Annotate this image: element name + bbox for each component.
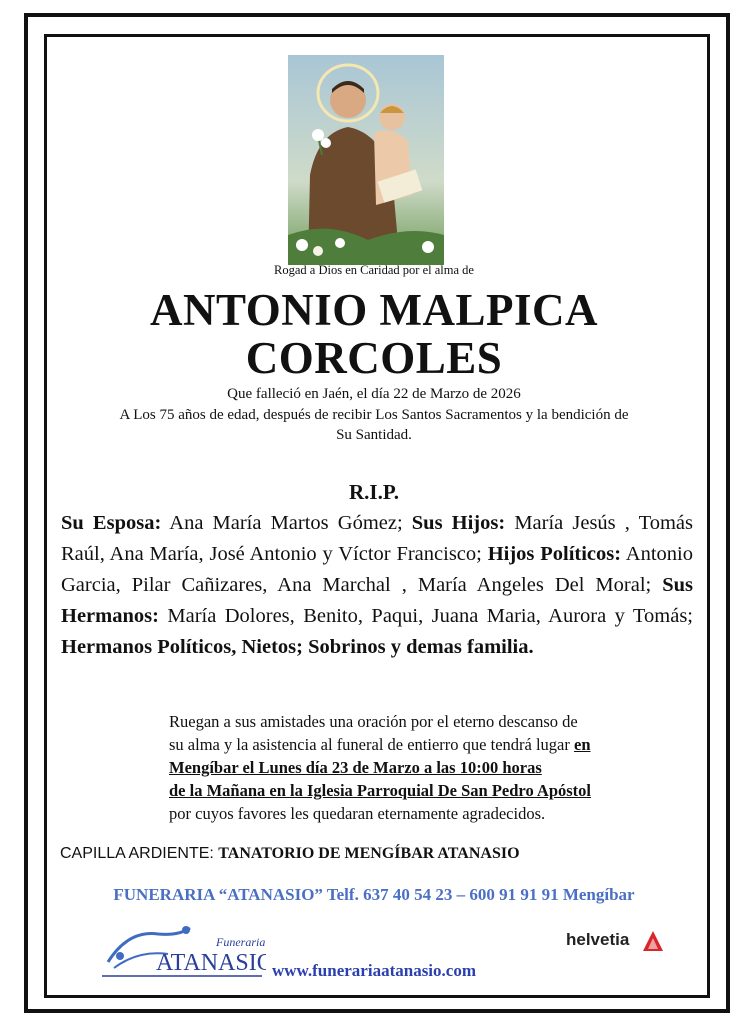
prayer-line2 bbox=[169, 733, 689, 756]
prayer-paragraph bbox=[169, 710, 689, 825]
prayer-line4: de la Mañana en la Iglesia Parroquial De San Pedro Apóstol bbox=[169, 781, 592, 800]
spouse-names: Ana María Martos Gómez; bbox=[161, 512, 412, 534]
death-line: Que falleció en Jaén, el día 22 de Marzo de 2026 bbox=[227, 386, 521, 402]
prayer-line5: por cuyos favores les quedaran eternamente agradecidos. bbox=[169, 804, 546, 823]
siblings-label: Sus Hermanos: bbox=[61, 574, 693, 627]
deceased-name-line2: CORCOLES bbox=[245, 333, 503, 383]
family-paragraph bbox=[61, 508, 693, 663]
website-link[interactable]: www.funerariaatanasio.com bbox=[272, 961, 476, 980]
intro-text: Rogad a Dios en Caridad por el alma de bbox=[274, 263, 474, 277]
funeraria-contact: FUNERARIA “ATANASIO” Telf. 637 40 54 23 – 600 91 91 91 Mengíbar bbox=[113, 885, 635, 904]
capilla-place: TANATORIO DE MENGÍBAR ATANASIO bbox=[218, 845, 520, 862]
age-line: A Los 75 años de edad, después de recibir Los Santos Sacramentos y la bendición de bbox=[119, 407, 629, 423]
capilla-label: CAPILLA ARDIENTE: bbox=[60, 845, 219, 862]
saint-anthony-image bbox=[288, 55, 444, 265]
helvetia-logo-icon bbox=[642, 930, 664, 952]
children-names: María Jesús , Tomás Raúl, Ana María, José Antonio y Víctor Francisco; bbox=[61, 512, 693, 565]
prayer-line3: Mengíbar el Lunes día 23 de Marzo a las 10:00 horas bbox=[169, 758, 542, 777]
blessing-line: Su Santidad. bbox=[336, 427, 412, 443]
inlaws-label: Hijos Políticos: bbox=[487, 543, 622, 565]
family-closing: Hermanos Políticos, Nietos; Sobrinos y demas familia. bbox=[61, 636, 534, 658]
spouse-label: Su Esposa: bbox=[61, 512, 162, 534]
helvetia-text: helvetia bbox=[566, 930, 630, 949]
capilla-ardiente bbox=[60, 845, 520, 863]
deceased-name-line1: ANTONIO MALPICA bbox=[150, 285, 598, 335]
logo-small-text: Funeraria bbox=[216, 935, 266, 949]
children-label: Sus Hijos: bbox=[411, 512, 506, 534]
logo-big-text: ATANASIO bbox=[156, 950, 266, 976]
siblings-names: María Dolores, Benito, Paqui, Juana Maria, Aurora y Tomás; bbox=[158, 605, 693, 627]
inlaws-names: Antonio Garcia, Pilar Cañizares, Ana Marchal , María Angeles Del Moral; bbox=[61, 543, 694, 596]
rip-heading: R.I.P. bbox=[349, 480, 399, 504]
prayer-line1: Ruegan a sus amistades una oración por el eterno descanso de bbox=[169, 712, 578, 731]
prayer-line2-text: su alma y la asistencia al funeral de entierro que tendrá lugar bbox=[169, 735, 574, 754]
prayer-line2-underlined: en bbox=[574, 735, 591, 754]
